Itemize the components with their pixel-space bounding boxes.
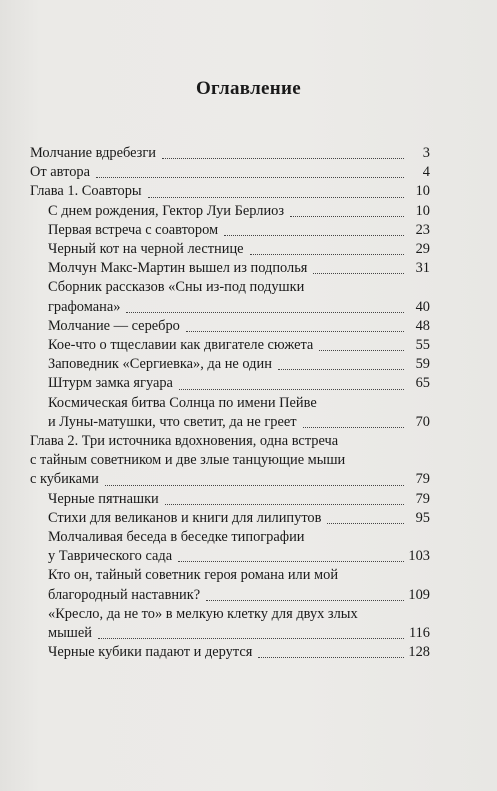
toc-entry-kreslo-da-ne-to (30, 605, 430, 643)
toc-entry-last-line (48, 624, 430, 643)
toc-entry-text-line: Космическая битва Солнца по имени Пейве (48, 394, 317, 411)
toc-entry-last-line (48, 298, 430, 317)
toc-entry-text: графомана» (48, 298, 121, 315)
toc-entry-text: у Таврического сада (48, 548, 173, 565)
toc-entry-text-line: Сборник рассказов «Сны из-под подушки (48, 279, 305, 296)
toc-entry-text: благородный наставник? (48, 586, 201, 603)
dot-leader (224, 235, 404, 236)
dot-leader (98, 638, 404, 639)
toc-entry-chernye-kubiki (30, 643, 430, 662)
dot-leader (313, 273, 404, 274)
toc-page-number: 23 (415, 221, 430, 238)
toc-entry-glava-1 (30, 182, 430, 201)
toc-page-number: 3 (422, 145, 430, 161)
toc-entry-glava-2 (30, 432, 430, 490)
toc-page-number: 79 (415, 490, 430, 507)
dot-leader (178, 561, 404, 562)
page-title: Оглавление (195, 78, 302, 99)
toc-page-number: 70 (415, 413, 430, 430)
toc-entry-last-line (30, 470, 430, 489)
dot-leader (250, 254, 404, 255)
toc-entry-text-line: «Кресло, да не то» в мелкую клетку для двух злых (48, 605, 358, 622)
toc-entry-koe-chto-o-tscheslavii (30, 336, 430, 355)
toc-entry-s-dnem-rozhdeniya (30, 202, 430, 221)
toc-entry-text: Глава 1. Соавторы (30, 183, 142, 200)
toc-entry-text: и Луны-матушки, что светит, да не греет (48, 413, 297, 430)
toc-entry-text: Заповедник «Сергиевка», да не один (48, 356, 272, 373)
toc-entry-text: Молчание — серебро (48, 317, 180, 334)
toc-page-number: 40 (415, 298, 430, 315)
toc-entry-pervaya-vstrecha (30, 221, 430, 240)
dot-leader (258, 657, 404, 658)
table-of-contents (30, 144, 430, 662)
toc-page-number: 10 (415, 202, 430, 219)
dot-leader (206, 600, 404, 601)
toc-entry-text: От автора (30, 164, 90, 181)
toc-page-number: 4 (422, 164, 430, 181)
dot-leader (105, 485, 404, 486)
dot-leader (303, 427, 404, 428)
toc-entry-text: С днем рождения, Гектор Луи Берлиоз (48, 202, 285, 219)
toc-entry-text-line: Молчаливая беседа в беседке типографии (48, 529, 305, 546)
toc-page-number: 128 (408, 644, 430, 661)
toc-entry-sbornik-rasskazov (30, 278, 430, 316)
toc-entry-molchanie-vdrebezgi (30, 144, 430, 163)
toc-entry-text: Молчун Макс-Мартин вышел из подполья (48, 260, 308, 277)
dot-leader (186, 331, 404, 332)
toc-entry-kosmicheskaya-bitva (30, 394, 430, 432)
toc-entry-zapovednik (30, 355, 430, 374)
toc-page-number: 55 (415, 337, 430, 354)
dot-leader (327, 523, 404, 524)
toc-entry-text: Черные кубики падают и дерутся (48, 644, 253, 661)
toc-entry-text: Штурм замка ягуара (48, 375, 173, 392)
dot-leader (126, 312, 404, 313)
dot-leader (165, 504, 404, 505)
toc-entry-text-line: с тайным советником и две злые танцующие мыши (30, 452, 346, 469)
toc-page-number: 103 (408, 548, 430, 565)
toc-entry-text-line: Кто он, тайный советник героя романа или мой (48, 567, 339, 584)
toc-entry-last-line (48, 586, 430, 605)
toc-entry-text: Черный кот на черной лестнице (48, 241, 244, 258)
toc-entry-text: Молчание вдребезги (30, 145, 156, 161)
toc-entry-text: Кое-что о тщеславии как двигателе сюжета (48, 337, 314, 354)
dot-leader (319, 350, 404, 351)
toc-page-number: 79 (415, 471, 430, 488)
toc-page-number: 29 (415, 241, 430, 258)
toc-entry-ot-avtora (30, 163, 430, 182)
toc-page-number: 65 (415, 375, 430, 392)
toc-entry-shturm-zamka (30, 374, 430, 393)
toc-entry-molchalivaya-beseda (30, 528, 430, 566)
dot-leader (148, 197, 404, 198)
toc-entry-stihi-dlya-velikanov (30, 509, 430, 528)
toc-page-number: 48 (415, 317, 430, 334)
toc-entry-text: Первая встреча с соавтором (48, 221, 219, 238)
toc-entry-last-line (48, 547, 430, 566)
toc-entry-text: с кубиками (30, 471, 99, 488)
toc-page-number: 10 (415, 183, 430, 200)
toc-entry-last-line (48, 413, 430, 432)
toc-page-number: 31 (415, 260, 430, 277)
dot-leader (96, 177, 404, 178)
toc-entry-text: мышей (48, 625, 92, 642)
toc-page-number: 109 (408, 586, 430, 603)
dot-leader (278, 369, 404, 370)
dot-leader (162, 158, 404, 159)
toc-entry-kto-on-tainyi-sovetnik (30, 566, 430, 604)
dot-leader (179, 389, 404, 390)
toc-page-number: 95 (415, 509, 430, 526)
toc-entry-text: Черные пятнашки (48, 490, 159, 507)
dot-leader (290, 216, 404, 217)
toc-page-number: 116 (408, 625, 430, 642)
toc-page-number: 59 (415, 356, 430, 373)
toc-entry-molchun-maks-martin (30, 259, 430, 278)
toc-entry-text: Стихи для великанов и книги для лилипутов (48, 509, 322, 526)
toc-entry-text-line: Глава 2. Три источника вдохновения, одна встреча (30, 433, 339, 450)
toc-entry-chernye-pyatnashki (30, 490, 430, 509)
toc-entry-molchanie-serebro (30, 317, 430, 336)
toc-entry-chernyi-kot (30, 240, 430, 259)
